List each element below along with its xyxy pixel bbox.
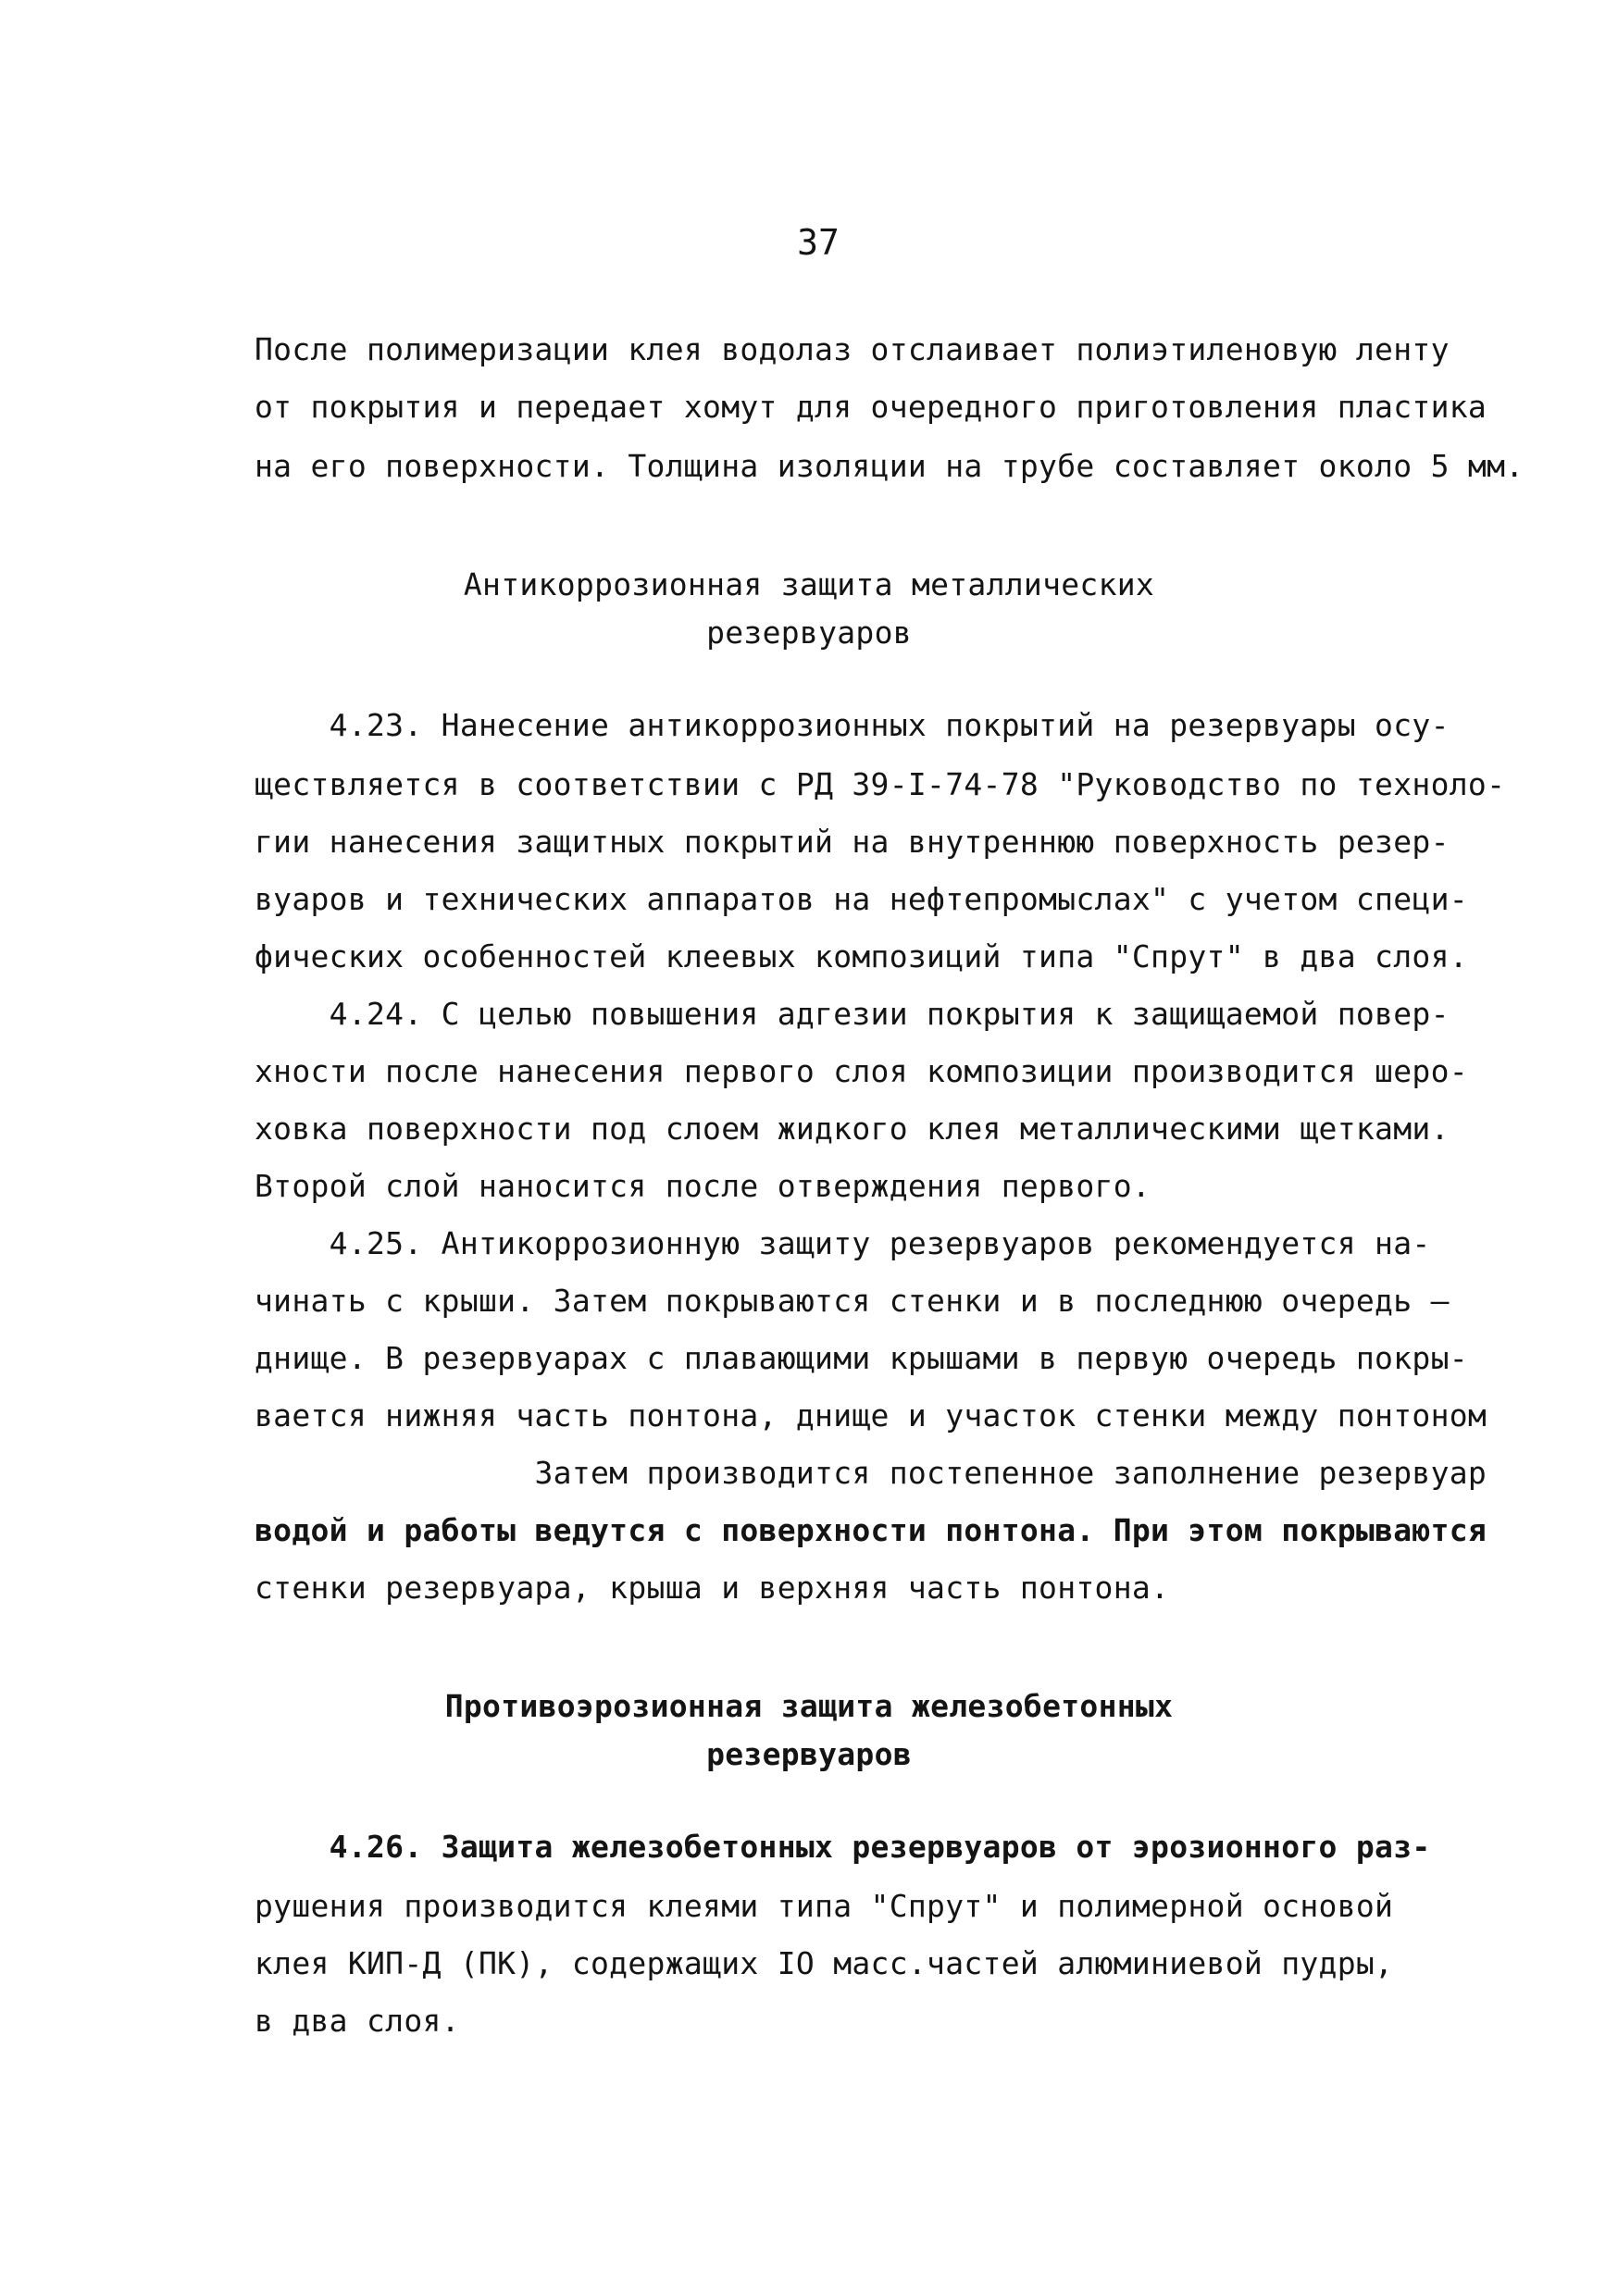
- paragraph-line: Второй слой наносится после отверждения первого.: [255, 1168, 1151, 1204]
- paragraph-line: 4.24. С целью повышения адгезии покрытия к защищаемой повер-: [255, 996, 1450, 1032]
- paragraph-line: фических особенностей клеевых композиций типа "Спрут" в два слоя.: [255, 938, 1468, 974]
- paragraph-line: днище. В резервуарах с плавающими крышами в первую очередь покры-: [255, 1340, 1468, 1376]
- paragraph-line: клея КИП-Д (ПК), содержащих IO масс.частей алюминиевой пудры,: [255, 1945, 1394, 1981]
- paragraph-line: 4.26. Защита железобетонных резервуаров от эрозионного раз-: [255, 1829, 1431, 1865]
- intro-line: на его поверхности. Толщина изоляции на трубе составляет около 5 мм.: [255, 448, 1525, 484]
- paragraph-line: 4.23. Нанесение антикоррозионных покрытий на резервуары осу-: [255, 707, 1450, 743]
- paragraph-line: в два слоя.: [255, 2003, 460, 2039]
- section-heading: Антикоррозионная защита металлических: [463, 566, 1155, 602]
- paragraph-line: рушения производится клеями типа "Спрут" и полимерной основой: [255, 1888, 1394, 1924]
- section-heading: резервуаров: [706, 1736, 912, 1772]
- intro-line: После полимеризации клея водолаз отслаивает полиэтиленовую ленту: [255, 331, 1450, 367]
- paragraph-line: чинать с крыши. Затем покрываются стенки и в последнюю очередь —: [255, 1283, 1450, 1319]
- paragraph-line: ховка поверхности под слоем жидкого клея металлическими щетками.: [255, 1111, 1450, 1147]
- paragraph-line: Затем производится постепенное заполнение резервуар: [255, 1455, 1487, 1491]
- paragraph-line: вуаров и технических аппаратов на нефтепромыслах" с учетом специ-: [255, 881, 1468, 917]
- paragraph-line: хности после нанесения первого слоя композиции производится шеро-: [255, 1053, 1468, 1089]
- intro-line: от покрытия и передает хомут для очередного приготовления пластика: [255, 389, 1487, 425]
- paragraph-line: водой и работы ведутся с поверхности понтона. При этом покрываются: [255, 1512, 1487, 1548]
- paragraph-line: вается нижняя часть понтона, днище и участок стенки между понтоном: [255, 1397, 1487, 1433]
- paragraph-line: гии нанесения защитных покрытий на внутреннюю поверхность резер-: [255, 824, 1450, 860]
- page-number: 37: [797, 222, 840, 263]
- section-heading: Противоэрозионная защита железобетонных: [444, 1688, 1174, 1724]
- paragraph-line: ществляется в соответствии с РД 39-I-74-78 "Руководство по техноло-: [255, 766, 1506, 802]
- section-heading: резервуаров: [706, 614, 912, 651]
- paragraph-line: стенки резервуара, крыша и верхняя часть понтона.: [255, 1570, 1170, 1606]
- paragraph-line: 4.25. Антикоррозионную защиту резервуаров рекомендуется на-: [255, 1225, 1431, 1261]
